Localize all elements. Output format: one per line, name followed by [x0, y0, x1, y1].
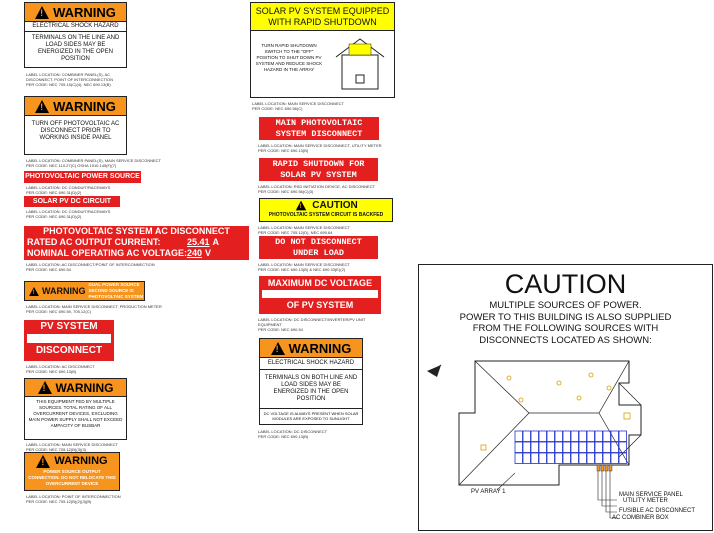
warning-body: THIS EQUIPMENT FED BY MULTIPLE SOURCES. TOTAL RATING OF ALL OVERCURRENT DEVICES, EXCLUDING MAIN POWER SUPPLY SHALL NOT EXCEED AMPACITY OF BUSBAR [28, 399, 123, 428]
label-caption: LABEL LOCATION: MAIN SERVICE DISCONNECT PER CODE: NEC 690.56(C) [252, 101, 344, 111]
nominal-voltage-unit: V [205, 248, 212, 258]
warning-label-multiple-sources [24, 378, 127, 440]
main-pv-disconnect-label: MAIN PHOTOVOLTAIC SYSTEM DISCONNECT [259, 117, 379, 140]
do-not-disconnect-label: DO NOT DISCONNECT UNDER LOAD [259, 236, 378, 259]
warning-triangle-icon [38, 381, 52, 394]
maximum-dc-voltage-label: MAXIMUM DC VOLTAGE OF PV SYSTEM [259, 276, 381, 314]
pv-module [531, 442, 539, 453]
warning-label-dc-shock [259, 338, 363, 425]
warning-label-overcurrent [24, 452, 120, 491]
label-caption: LABEL LOCATION: MAIN SERVICE DISCONNECT, PRODUCTION METER PER CODE: NEC 690.59, 705.12(C) [26, 304, 162, 314]
rapid-shutdown-header: SOLAR PV SYSTEM EQUIPPED WITH RAPID SHUTDOWN [251, 3, 394, 31]
label-caption: LABEL LOCATION: RSD INITIATION DEVICE, AC DISCONNECT PER CODE: NEC 690.56(C)(3) [258, 184, 376, 194]
label-caption: LABEL LOCATION: COMBINER PANEL(S), MAIN SERVICE DISCONNECT PER CODE: NEC 110.27(C) OSHA 1910.145(F)(7) [26, 158, 161, 168]
warning-triangle-icon [35, 6, 49, 19]
pv-module [555, 442, 563, 453]
pv-module [539, 442, 547, 453]
pv-module [515, 442, 523, 453]
pv-module [539, 453, 547, 464]
pv-module [587, 431, 595, 442]
pv-module [563, 431, 571, 442]
caution-title: CAUTION [504, 269, 627, 299]
rapid-shutdown-label [250, 2, 395, 98]
pv-module [547, 431, 555, 442]
site-plan-diagram [419, 353, 712, 530]
label-caption: LABEL LOCATION: COMBINER PANEL(S), AC DISCONNECT, POINT OF INTERCONNECTION PER CODE: NEC 705.15(C)(4), NEC 690.13(B) [26, 72, 114, 87]
dual-power-warning-label: ! WARNING DUAL POWER SOURCE SECOND SOURCE IS PHOTOVOLTAIC SYSTEM [24, 281, 145, 301]
pv-module [579, 442, 587, 453]
label-caption: LABEL LOCATION: DC DISCONNECT PER CODE: NEC 690.13(B) [258, 429, 328, 439]
pv-module [555, 453, 563, 464]
warning-triangle-icon [35, 100, 49, 113]
caution-backfed-label: ! CAUTION PHOTOVOLTAIC SYSTEM CIRCUIT IS BACKFED [259, 198, 393, 222]
pv-array [515, 431, 627, 464]
nominal-voltage-value: 240 [187, 248, 203, 258]
pv-module [547, 442, 555, 453]
pv-module [523, 442, 531, 453]
label-caption: LABEL LOCATION: DC DISCONNECT/INVERTER/PV UNIT EQUIPMENT PER CODE: NEC 690.54 [258, 317, 366, 332]
legend-main-service-panel: MAIN SERVICE PANEL [619, 492, 683, 498]
warning-body: POWER SOURCE OUTPUT CONNECTION. DO NOT RELOCATE THIS OVERCURRENT DEVICE [28, 469, 116, 486]
ac-disconnect-title: PHOTOVOLTAIC SYSTEM AC DISCONNECT [43, 226, 230, 236]
caution-triangle-icon [296, 201, 307, 211]
pv-module [515, 453, 523, 464]
warning-header: ! WARNING [260, 339, 362, 358]
pv-module [587, 453, 595, 464]
pv-module [571, 453, 579, 464]
pv-module [563, 442, 571, 453]
rapid-shutdown-switch-label: RAPID SHUTDOWN FOR SOLAR PV SYSTEM [259, 158, 378, 181]
warning-subtitle: ELECTRICAL SHOCK HAZARD [260, 358, 362, 370]
warning-body: TERMINALS ON BOTH LINE AND LOAD SIDES MAY BE ENERGIZED IN THE OPEN POSITION [260, 370, 362, 409]
pv-module [531, 453, 539, 464]
pv-module [547, 453, 555, 464]
label-caption: LABEL LOCATION: AC DISCONNECT PER CODE: NEC 690.13(B) [26, 364, 95, 374]
pv-module [571, 431, 579, 442]
label-caption: LABEL LOCATION: POINT OF INTERCONNECTION PER CODE: NEC 705.12(B)(2)(3)(B) [26, 494, 121, 504]
legend-utility-meter: UTILITY METER [623, 498, 668, 504]
pv-module [611, 453, 619, 464]
pv-module [579, 453, 587, 464]
warning-body: TURN OFF PHOTOVOLTAIC AC DISCONNECT PRIOR TO WORKING INSIDE PANEL [31, 121, 120, 141]
pv-module [539, 431, 547, 442]
warning-triangle-icon [29, 286, 39, 295]
warning-header: ! WARNING [25, 3, 126, 22]
nominal-voltage-label: NOMINAL OPERATING AC VOLTAGE: [27, 248, 187, 258]
pv-module [523, 431, 531, 442]
pv-module [523, 453, 531, 464]
label-caption: LABEL LOCATION: DC CONDUIT/RACEWAYS PER CODE: NEC 690.31(D)(2) [26, 185, 111, 195]
pv-module [619, 431, 627, 442]
pv-module [579, 431, 587, 442]
pv-module [603, 453, 611, 464]
pv-module [515, 431, 523, 442]
pv-module [531, 431, 539, 442]
warning-triangle-icon [271, 342, 285, 355]
rapid-shutdown-body: TURN RAPID SHUTDOWN SWITCH TO THE "OFF" POSITION TO SHUT DOWN PV SYSTEM AND REDUCE SHOCK HAZARD IN THE ARRAY [255, 43, 323, 72]
pv-power-source-label: PHOTOVOLTAIC POWER SOURCE [24, 171, 141, 183]
warning-header: ! WARNING [25, 379, 126, 397]
warning-note: DC VOLTAGE IS ALWAYS PRESENT WHEN SOLAR MODULES ARE EXPOSED TO SUNLIGHT [263, 411, 359, 421]
rated-current-value: 25.41 [187, 237, 210, 247]
pv-module [571, 442, 579, 453]
warning-header: ! WARNING [25, 97, 126, 116]
caution-text: MULTIPLE SOURCES OF POWER. POWER TO THIS BUILDING IS ALSO SUPPLIED FROM THE FOLLOWING SOURCES WITH DISCONNECTS LOCATED AS SHOWN: [459, 300, 672, 346]
warning-label-turn-off [24, 96, 127, 155]
warning-triangle-icon [36, 455, 50, 468]
label-caption: LABEL LOCATION: MAIN SERVICE DISCONNECT, UTILITY METER PER CODE: NEC 690.13(B) [258, 143, 382, 153]
pv-module [611, 442, 619, 453]
label-caption: LABEL LOCATION: DC CONDUIT/RACEWAYS PER CODE: NEC 690.31(D)(2) [26, 209, 111, 219]
warning-subtitle: ELECTRICAL SHOCK HAZARD [25, 22, 126, 32]
caution-placard [418, 264, 713, 531]
solar-pv-dc-label: SOLAR PV DC CIRCUIT [24, 196, 120, 207]
label-caption: LABEL LOCATION: MAIN SERVICE DISCONNECT PER CODE: NEC 705.12(B)(3)(3) [26, 442, 118, 452]
pv-module [603, 442, 611, 453]
rated-current-unit: A [212, 237, 220, 247]
house-icon [331, 35, 389, 93]
north-arrow-icon [427, 365, 441, 377]
legend-ac-combiner-box: AC COMBINER BOX [612, 515, 669, 521]
pv-system-disconnect-label: PV SYSTEM DISCONNECT [24, 320, 114, 361]
warning-label-shock-hazard [24, 2, 127, 68]
rated-current-label: RATED AC OUTPUT CURRENT: [27, 237, 161, 247]
ac-disconnect-label [24, 226, 249, 260]
label-caption: LABEL LOCATION: MAIN SERVICE DISCONNECT PER CODE: NEC 690.13(B) & NEC 690.33(E)(2) [258, 262, 350, 272]
pv-module [595, 453, 603, 464]
pv-module [587, 442, 595, 453]
pv-module [563, 453, 571, 464]
label-caption: LABEL LOCATION: AC DISCONNECT/POINT OF INTERCONNECTION PER CODE: NEC 690.54 [26, 262, 155, 272]
warning-body: TERMINALS ON THE LINE AND LOAD SIDES MAY BE ENERGIZED IN THE OPEN POSITION [31, 35, 120, 62]
pv-array-label: PV ARRAY 1 [471, 489, 506, 495]
pv-module [603, 431, 611, 442]
pv-module [555, 431, 563, 442]
pv-module [595, 442, 603, 453]
label-caption: LABEL LOCATION: MAIN SERVICE DISCONNECT PER CODE: NEC 705.12(D), NEC 690.64 [258, 225, 350, 235]
legend-fusible-ac-disconnect: FUSIBLE AC DISCONNECT [619, 508, 696, 514]
pv-module [595, 431, 603, 442]
warning-header: ! WARNING [25, 453, 119, 469]
